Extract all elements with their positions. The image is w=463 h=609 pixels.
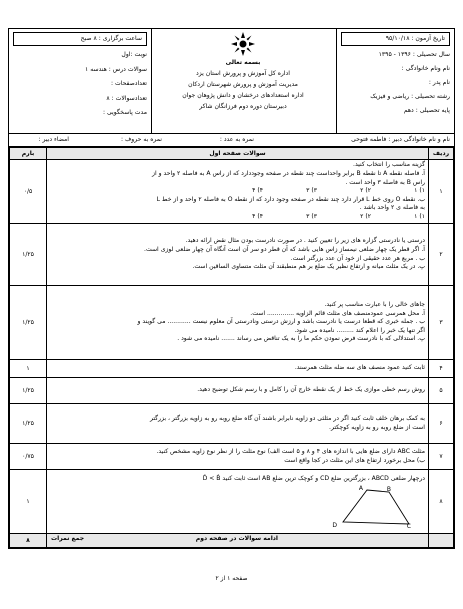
option[interactable]: ۴) ۴ [252, 187, 263, 195]
institution-info [150, 29, 336, 133]
options-b [50, 213, 425, 222]
question-line: راس B به فاصله ۳ واحد است . [345, 178, 425, 186]
row-number: ۸ [429, 470, 454, 534]
row-number: ۵ [429, 378, 454, 404]
exam-turn: نوبت :اول [121, 51, 147, 58]
option[interactable]: ۱) ۱ [414, 212, 425, 220]
ministry-logo-icon [230, 31, 256, 57]
question-line: آ. محل همرسی عمودمنصف های مثلث قائم الزاویه .............. است. [250, 309, 425, 317]
question-text [47, 160, 429, 224]
question-line: ثابت کنید عمود منصف های سه ضله مثلث همرسند. [294, 364, 425, 372]
row-number: ۷ [429, 444, 454, 470]
option[interactable]: ۳) ۳ [306, 212, 317, 220]
major: رشته تحصیلی : ریاضی و فیزیک [370, 93, 450, 100]
page-footer: صفحه ۱ از ۲ [215, 575, 248, 582]
basmala: بسمه تعالی [225, 59, 261, 66]
table-header-row [10, 148, 454, 160]
question-line: پ. در یک مثلث میانه و ارتفاع نظیر یک ضلع بر هم منطبقند آن مثلث متساوی الساقین است. [192, 263, 425, 271]
page-count: تعدادصفحات : [110, 80, 147, 87]
table-row [10, 378, 454, 404]
table-row [10, 224, 454, 286]
options-a [50, 187, 425, 196]
question-score: ۱ [10, 470, 47, 534]
total-value: ۸ [10, 534, 47, 548]
table-row [10, 360, 454, 378]
school-year: سال تحصیلی : ۱۳۹۶ - ۱۳۹۵ [378, 51, 450, 58]
question-line: ب) محل برخورد ارتفاع های این مثلث در کجا واقع است [284, 456, 425, 464]
row-number: ۳ [429, 286, 454, 360]
student-info [336, 29, 454, 133]
question-line: درستی یا نادرستی گزاره های زیر را تعیین کنید . در صورت نادرست بودن مثال نقض ارائه دهید. [185, 237, 425, 245]
exam-info [9, 29, 152, 133]
vertex-a-label: A [358, 484, 363, 492]
question-line: درچهار ضلعی ABCD ، بزرگترین ضلع CD و کوچک ترین ضلع AB است ثابت کنید D̂ < B̂ [202, 475, 425, 483]
question-line: است از ضلع روبه رو به زاویه کوچکتر. [329, 423, 425, 431]
option[interactable]: ۴) ۴ [252, 212, 263, 220]
question-score: ۱/۲۵ [10, 378, 47, 404]
office-line-3: اداره استعدادهای درخشان و دانش پژوهان جوان [182, 92, 304, 99]
total-cell [47, 534, 429, 548]
table-row [10, 470, 454, 534]
question-score: ۰/۷۵ [10, 444, 47, 470]
row-number: ۲ [429, 224, 454, 286]
row-number: ۶ [429, 404, 454, 444]
col-row: ردیف [429, 148, 454, 160]
score-number: نمره به عدد : [219, 136, 254, 143]
question-line: روش رسم خطی موازی یک خط از یک نقطه خارج آن را کامل و با رسم شکل توضیح دهید. [197, 386, 425, 394]
total-row [10, 534, 454, 548]
total-spacer [429, 534, 454, 548]
question-text [47, 224, 429, 286]
quadrilateral-figure [332, 484, 419, 530]
school-name: دبیرستان دوره دوم فرزانگان شاکر [199, 103, 287, 110]
col-score: بارم [10, 148, 47, 160]
questions-table [9, 147, 454, 548]
office-line-2: مدیریت آموزش و پرورش شهرستان اردکان [188, 81, 298, 88]
option[interactable]: ۳) ۳ [306, 187, 317, 195]
question-line: مثلث ABC دارای ضلع هایی با اندازه های ۴ و ۸ و ۵ است الف) نوع مثلث را از نظر نوع زاویه مشخص کنید. [156, 447, 425, 455]
question-score: ۱/۲۵ [10, 404, 47, 444]
question-score: ۰/۵ [10, 160, 47, 224]
table-row [10, 444, 454, 470]
option[interactable]: ۲) ۲ [360, 187, 371, 195]
question-line: آ. فاصله نقطه A تا نقطه B برابر واحداست چند نقطه در صفحه وجوددارد که از راس A به فاصله ۲ واحد و از [152, 170, 425, 178]
question-text [47, 470, 429, 534]
exam-subject: سوالات درس : هندسه ۱ [85, 65, 147, 73]
question-line: ب . جمله خبری که قطعا درست یا نادرست باشد و ارزش درستی ونادرستی آن معلوم نیست ............ می گویند و [137, 318, 425, 326]
exam-sheet [8, 28, 455, 549]
father-name: نام پدر : [428, 79, 450, 86]
continue-text: ادامه سوالات در صفحه دوم [195, 535, 278, 542]
teacher-name: نام و نام خانوادگی دبیر : فاطمه فتوحی [351, 136, 450, 143]
answer-time: مدت پاسخگویی : [102, 109, 147, 116]
col-questions: سوالات صفحه اول [47, 148, 429, 160]
student-name: نام ونام خانوادگی : [401, 65, 450, 72]
question-score: ۱/۲۵ [10, 224, 47, 286]
grade: پایه تحصیلی : دهم [403, 107, 450, 114]
table-row [10, 286, 454, 360]
option[interactable]: ۲) ۲ [360, 212, 371, 220]
exam-date: تاریخ آزمون : ۹۵/۱۰/۱۸ [341, 32, 450, 46]
teacher-row [9, 134, 454, 147]
option[interactable]: ۱) ۱ [414, 187, 425, 195]
question-line: آ. اگر قطر یک چهار ضلعی نیمساز زاس هایی باشد که آن قطر دو سر آن است آنگاه آن چهار ضلعی لوزی است. [144, 245, 425, 253]
teacher-signature: امضاء دبیر : [38, 136, 69, 143]
vertex-b-label: B [386, 485, 391, 493]
question-line: گزینه مناسب را انتخاب کنید. [353, 161, 425, 169]
vertex-d-label: D [332, 521, 337, 529]
question-score: ۱ [10, 360, 47, 378]
question-line: به فاصله ی ۲ واحد باشد . [359, 204, 425, 212]
question-line: پ. استدلالی که با نادرست فرض نمودن حکم ما را به یک تناقض می رساند ....... نامیده می شود . [177, 335, 425, 343]
question-line: ب. نقطه O روی خط L قرار دارد چند نقطه در صفحه وجود دارد که از نقطه O به فاصله ۲ واحد و از خط L [156, 195, 425, 203]
question-text [47, 404, 429, 444]
question-score: ۱/۲۵ [10, 286, 47, 360]
question-line: ب . مربع هر عدد حقیقی از خود آن عدد بزرگتر است. [290, 254, 425, 262]
table-row [10, 404, 454, 444]
question-count: تعدادسوالات : ۸ [106, 94, 147, 102]
exam-time: ساعت برگزاری : ۸ صبح [13, 32, 147, 46]
question-line: به کمک برهان خلف ثابت کنید اگر در مثلثی دو زاویه نابرابر باشند آن گاه ضلع روبه رو به زاویه بزرگتر ، بزرگتر [149, 414, 425, 422]
total-label: جمع نمرات [51, 535, 85, 542]
score-letters: نمره به حروف : [121, 136, 162, 143]
question-text [47, 444, 429, 470]
quadrilateral-shape [343, 490, 409, 524]
question-text [47, 286, 429, 360]
question-line: جاهای خالی را با عبارت مناسب پر کنید. [324, 301, 425, 309]
exam-header [9, 29, 454, 134]
office-line-1: اداره کل آموزش و پرورش استان یزد [196, 70, 290, 77]
question-text [47, 378, 429, 404]
vertex-c-label: C [406, 522, 411, 530]
table-row [10, 160, 454, 224]
question-line: اگر تنها یک خبر را اعلام کند ......... نامیده می شود. [294, 326, 425, 334]
question-text [47, 360, 429, 378]
row-number: ۴ [429, 360, 454, 378]
row-number: ۱ [429, 160, 454, 224]
